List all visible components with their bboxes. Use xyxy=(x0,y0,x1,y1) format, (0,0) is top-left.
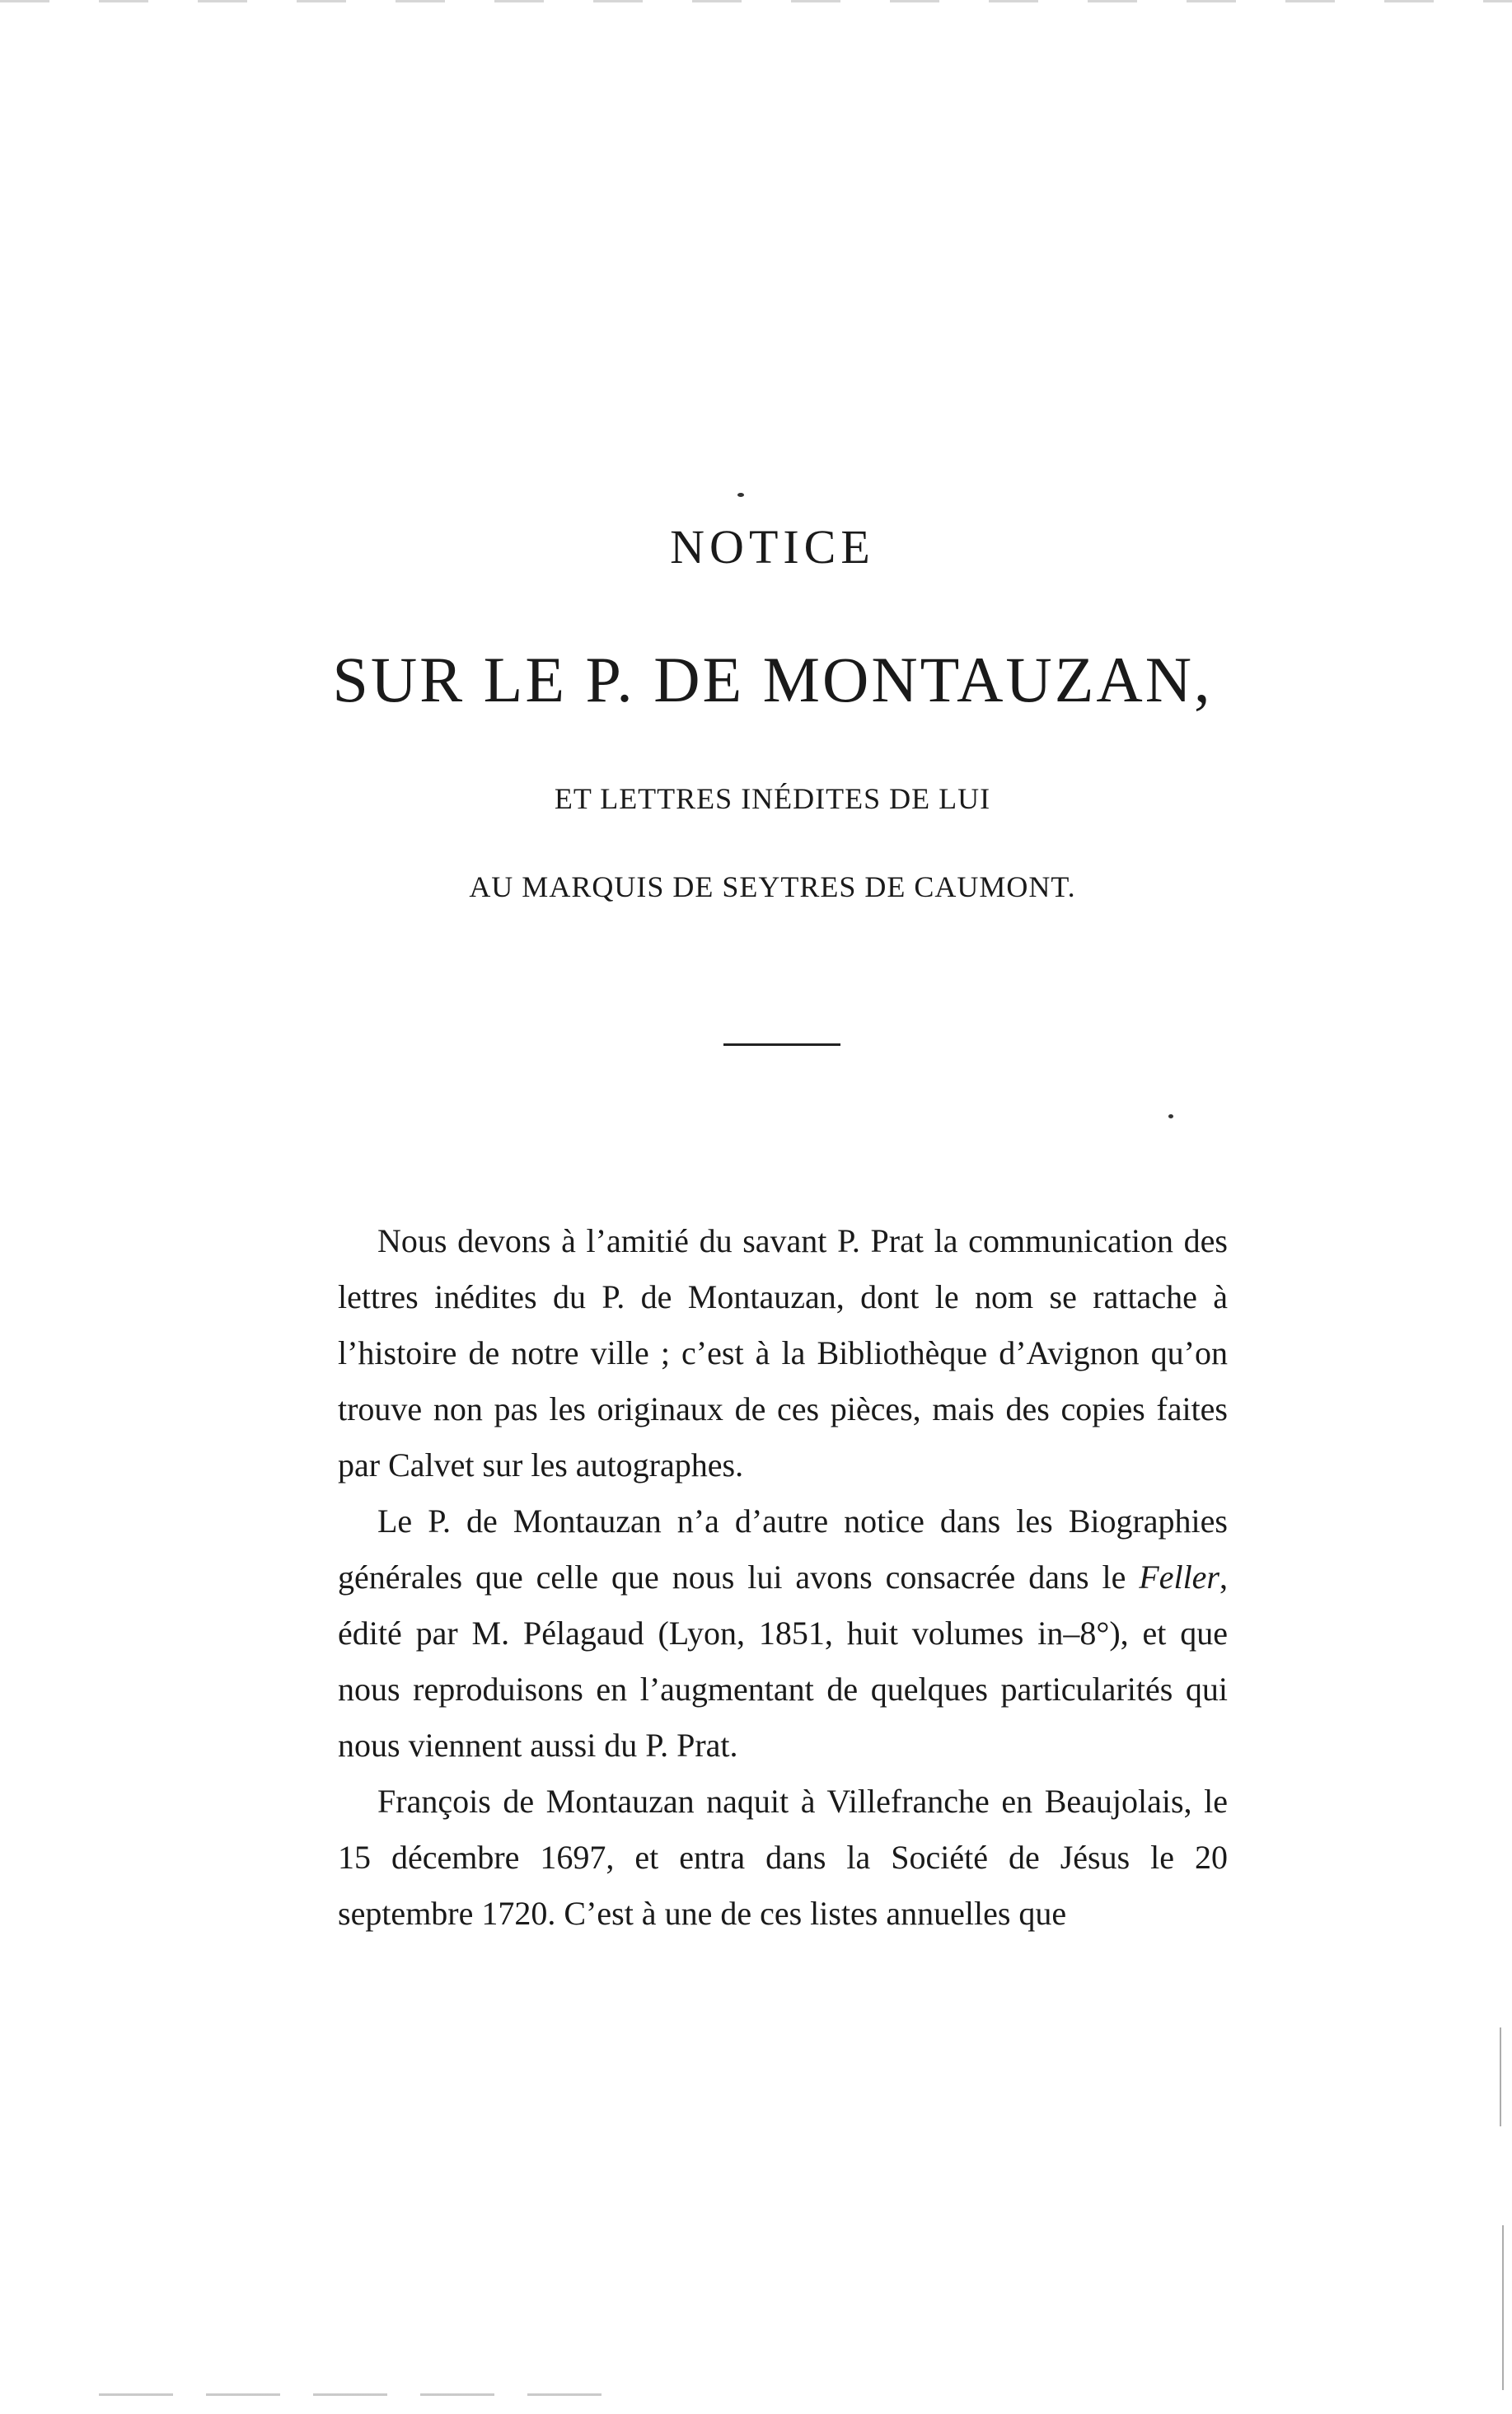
scan-edge-top xyxy=(0,0,1512,2)
body-text xyxy=(338,1213,1228,1942)
subtitle-line-1: ET LETTRES INÉDITES DE LUI xyxy=(554,782,991,815)
subtitle-line-2: AU MARQUIS DE SEYTRES DE CAUMONT. xyxy=(469,870,1076,903)
paragraph-2-start: Le P. de Montauzan n’a d’autre notice dans les Biographies générales que celle que nous lui avons consacrée dans le xyxy=(338,1502,1228,1596)
paragraph-3: François de Montauzan naquit à Villefranche en Beaujolais, le 15 décembre 1697, et entra dans la Société de Jésus le 20 septembre 1720. C’est à une de ces listes annuelles que xyxy=(338,1783,1228,1932)
scan-edge-bottom xyxy=(99,2393,626,2396)
paragraph-1: Nous devons à l’amitié du savant P. Prat la communication des lettres inédites du P. de Montauzan, dont le nom se rattache à l’histoire de notre ville ; c’est à la Bibliothèque d’Avignon qu’on trouve non pas les originaux de ces pièces, mais des copies faites par Calvet sur les autographes. xyxy=(338,1222,1228,1484)
scan-speck xyxy=(737,493,744,497)
scan-margin-mark xyxy=(1502,2225,1504,2390)
section-divider xyxy=(723,1043,840,1046)
paragraph-2-italic: Feller xyxy=(1139,1559,1219,1596)
title-main: SUR LE P. DE MONTAUZAN, xyxy=(332,644,1213,715)
scan-margin-mark xyxy=(1500,2027,1501,2126)
paragraph-2 xyxy=(338,1493,1228,1774)
title-notice: NOTICE xyxy=(670,520,875,574)
scan-speck xyxy=(1168,1114,1173,1118)
paragraph-2-end: , édité par M. Pélagaud (Lyon, 1851, huit volumes in–8°), et que nous reproduisons en l’augmentant de quelques particularités qui nous viennent aussi du P. Prat. xyxy=(338,1559,1228,1764)
